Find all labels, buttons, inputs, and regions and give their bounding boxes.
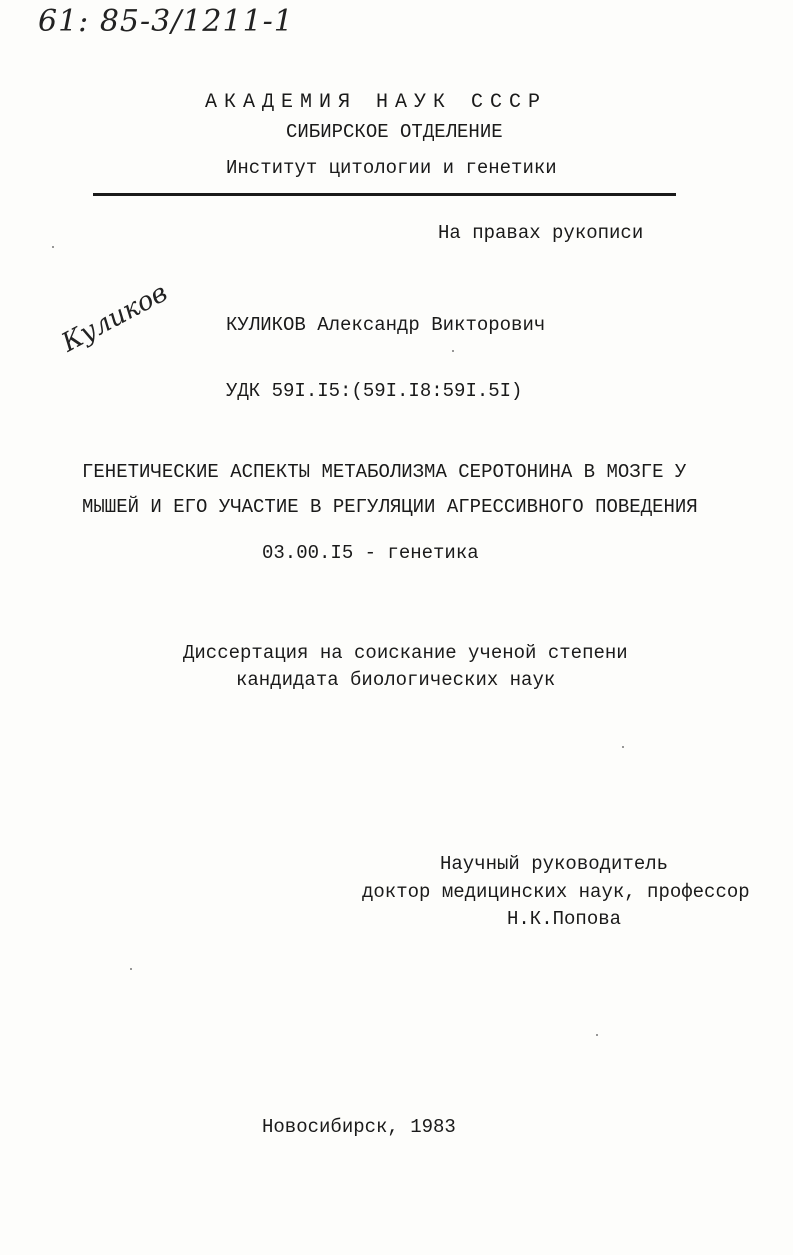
manuscript-note: На правах рукописи bbox=[438, 222, 644, 244]
academy-name: АКАДЕМИЯ НАУК СССР bbox=[205, 91, 548, 114]
paper-speck bbox=[452, 350, 454, 352]
udc-code: УДК 59I.I5:(59I.I8:59I.5I) bbox=[226, 380, 523, 402]
specialty-code: 03.00.I5 - генетика bbox=[262, 542, 479, 564]
header-rule bbox=[93, 193, 676, 196]
supervisor-name: Н.К.Попова bbox=[507, 908, 622, 930]
degree-line-2: кандидата биологических наук bbox=[236, 669, 556, 691]
thesis-title-line-2: МЫШЕЙ И ЕГО УЧАСТИЕ В РЕГУЛЯЦИИ АГРЕССИВНОГО ПОВЕДЕНИЯ bbox=[82, 496, 698, 518]
paper-speck bbox=[130, 968, 132, 970]
author-name: КУЛИКОВ Александр Викторович bbox=[226, 314, 546, 336]
handwritten-signature: Куликов bbox=[56, 277, 173, 359]
supervisor-role: Научный руководитель bbox=[440, 853, 669, 875]
place-and-year: Новосибирск, 1983 bbox=[262, 1116, 456, 1138]
thesis-title-line-1: ГЕНЕТИЧЕСКИЕ АСПЕКТЫ МЕТАБОЛИЗМА СЕРОТОНИНА В МОЗГЕ У bbox=[82, 461, 687, 483]
supervisor-title: доктор медицинских наук, профессор bbox=[362, 881, 750, 903]
paper-speck bbox=[622, 746, 624, 748]
branch-name: СИБИРСКОЕ ОТДЕЛЕНИЕ bbox=[286, 121, 503, 143]
paper-speck bbox=[52, 246, 54, 248]
degree-line-1: Диссертация на соискание ученой степени bbox=[183, 642, 628, 664]
handwritten-archive-ref: 61: 85-3/1211-1 bbox=[38, 4, 294, 39]
paper-speck bbox=[596, 1034, 598, 1036]
institute-name: Институт цитологии и генетики bbox=[226, 157, 557, 179]
